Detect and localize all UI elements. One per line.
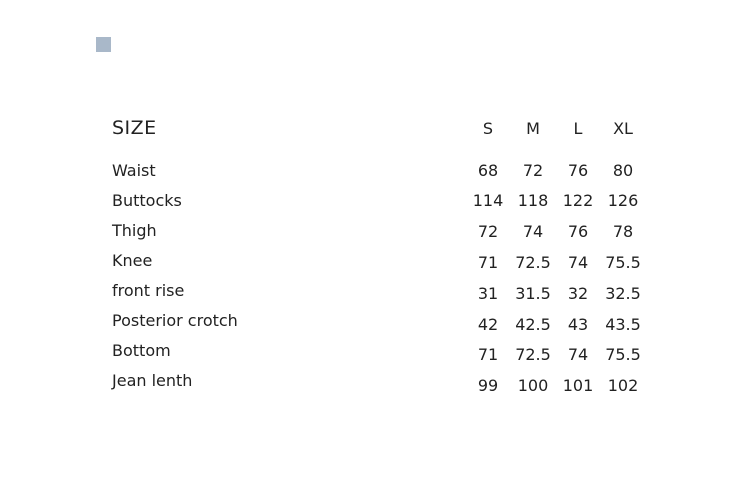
table-cell: 75.5 — [605, 345, 641, 364]
decorative-square-icon — [96, 37, 111, 52]
table-cell: 72.5 — [515, 345, 551, 364]
table-cell: 72 — [477, 222, 499, 241]
row-label-bottom: Bottom — [112, 341, 171, 360]
row-label-thigh: Thigh — [112, 221, 157, 240]
size-header-l: L — [573, 119, 583, 138]
table-cell: 99 — [477, 376, 499, 395]
row-label-waist: Waist — [112, 161, 156, 180]
size-header-m: M — [526, 119, 540, 138]
table-cell: 78 — [612, 222, 634, 241]
table-cell: 68 — [477, 161, 499, 180]
table-cell: 31 — [477, 284, 499, 303]
table-cell: 71 — [477, 345, 499, 364]
table-cell: 80 — [612, 161, 634, 180]
table-cell: 32 — [567, 284, 589, 303]
table-cell: 76 — [567, 222, 589, 241]
table-cell: 100 — [517, 376, 549, 395]
table-cell: 76 — [567, 161, 589, 180]
row-label-jean-lenth: Jean lenth — [112, 371, 193, 390]
table-cell: 118 — [517, 191, 549, 210]
table-cell: 43.5 — [605, 315, 641, 334]
table-cell: 102 — [607, 376, 639, 395]
table-cell: 126 — [607, 191, 639, 210]
table-cell: 32.5 — [605, 284, 641, 303]
size-header-s: S — [482, 119, 494, 138]
row-label-front-rise: front rise — [112, 281, 185, 300]
table-cell: 74 — [567, 345, 589, 364]
size-table-title: SIZE — [112, 117, 157, 139]
table-cell: 72.5 — [515, 253, 551, 272]
table-cell: 43 — [567, 315, 589, 334]
table-cell: 74 — [522, 222, 544, 241]
table-cell: 114 — [472, 191, 504, 210]
table-cell: 101 — [562, 376, 594, 395]
table-cell: 71 — [477, 253, 499, 272]
row-label-knee: Knee — [112, 251, 153, 270]
table-cell: 74 — [567, 253, 589, 272]
table-cell: 75.5 — [605, 253, 641, 272]
table-cell: 42.5 — [515, 315, 551, 334]
row-label-posterior-crotch: Posterior crotch — [112, 311, 238, 330]
size-header-xl: XL — [613, 119, 633, 138]
table-cell: 72 — [522, 161, 544, 180]
table-cell: 122 — [562, 191, 594, 210]
table-cell: 42 — [477, 315, 499, 334]
row-label-buttocks: Buttocks — [112, 191, 182, 210]
table-cell: 31.5 — [515, 284, 551, 303]
